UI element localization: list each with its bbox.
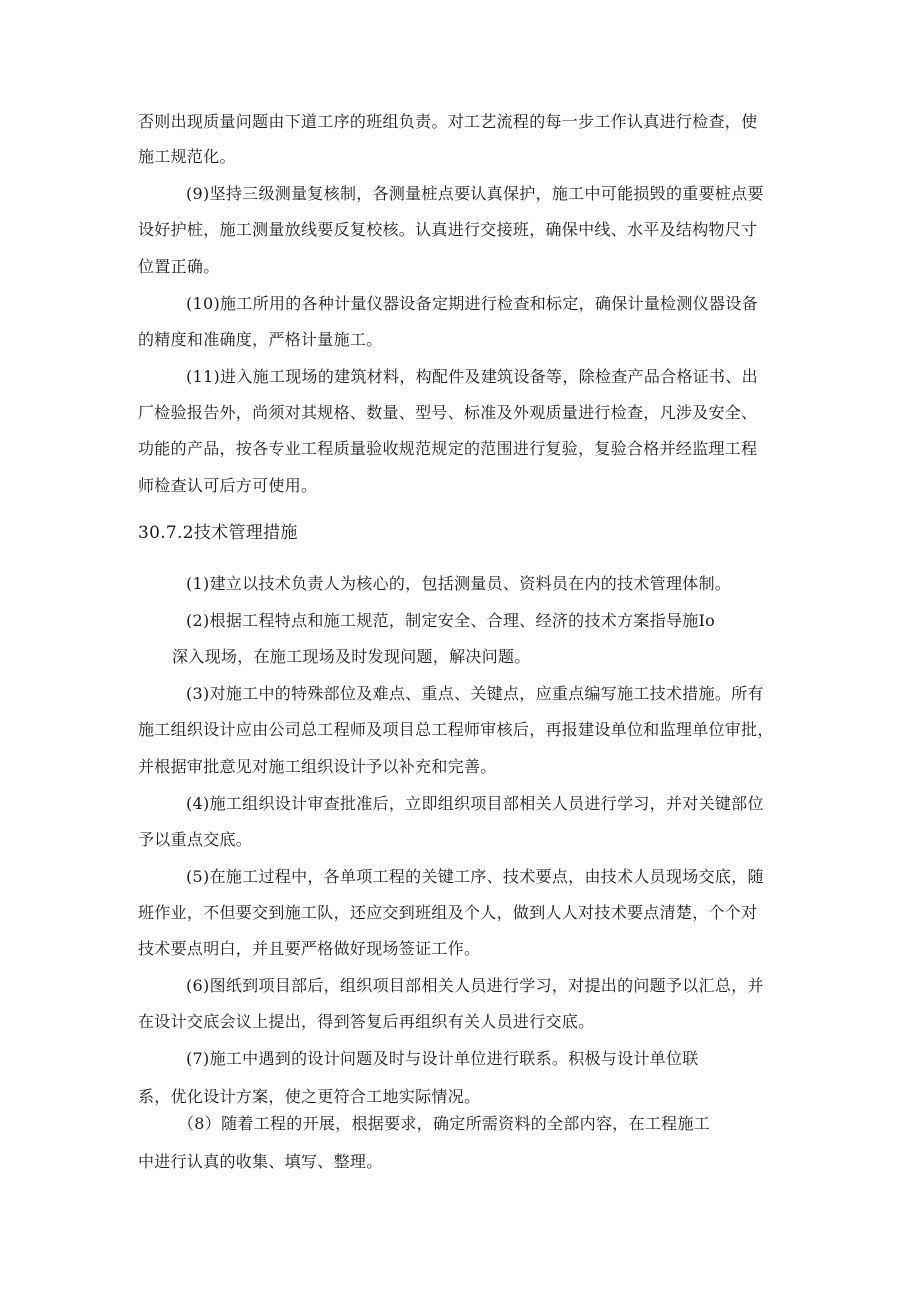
intro-line-2: 施工规范化。 bbox=[138, 147, 236, 166]
tech-item-8-line-2: 中进行认真的收集、填写、整理。 bbox=[138, 1152, 383, 1171]
item-9-line-2: 设好护桩，施工测量放线要反复校核。认真进行交接班，确保中线、水平及结构物尺寸 bbox=[138, 220, 758, 239]
section-heading: 30.7.2技术管理措施 bbox=[138, 523, 298, 543]
tech-item-3-line-2: 施工组织设计应由公司总工程师及项目总工程师审核后，再报建设单位和监理单位审批， bbox=[138, 720, 774, 739]
tech-item-8-line-1: （8）随着工程的开展，根据要求，确定所需资料的全部内容，在工程施工 bbox=[178, 1114, 711, 1133]
tech-item-7-line-2: 系，优化设计方案，使之更符合工地实际情况。 bbox=[138, 1087, 481, 1106]
tech-item-6-line-2: 在设计交底会议上提出，得到答复后再组织有关人员进行交底。 bbox=[138, 1012, 595, 1031]
tech-item-7-line-1: (7)施工中遇到的设计问题及时与设计单位进行联系。积极与设计单位联 bbox=[186, 1049, 699, 1068]
tech-item-1-line-1: (1)建立以技术负责人为核心的，包括测量员、资料员在内的技术管理体制。 bbox=[186, 574, 732, 593]
tech-item-5-line-2: 班作业，不但要交到施工队，还应交到班组及个人，做到人人对技术要点清楚，个个对 bbox=[138, 903, 758, 922]
item-10-line-1: (10)施工所用的各种计量仪器设备定期进行检查和标定，确保计量检测仪器设备 bbox=[186, 294, 758, 313]
tech-item-3-line-3: 并根据审批意见对施工组织设计予以补充和完善。 bbox=[138, 757, 497, 776]
tech-item-2-line-1: (2)根据工程特点和施工规范，制定安全、合理、经济的技术方案指导施Io bbox=[186, 611, 716, 630]
item-9-line-3: 位置正确。 bbox=[138, 257, 220, 276]
item-11-line-3: 功能的产品，按各专业工程质量验收规范规定的范围进行复验，复验合格并经监理工程 bbox=[138, 439, 758, 458]
item-9-line-1: (9)坚持三级测量复核制，各测量桩点要认真保护，施工中可能损毁的重要桩点要 bbox=[186, 184, 764, 203]
item-11-line-1: (11)进入施工现场的建筑材料，构配件及建筑设备等，除检查产品合格证书、出 bbox=[186, 367, 758, 386]
tech-item-3-line-1: (3)对施工中的特殊部位及难点、重点、关键点，应重点编写施工技术措施。所有 bbox=[186, 684, 764, 703]
item-10-line-2: 的精度和准确度，严格计量施工。 bbox=[138, 330, 383, 349]
tech-item-4-line-2: 予以重点交底。 bbox=[138, 830, 253, 849]
item-11-line-4: 师检查认可后方可使用。 bbox=[138, 476, 318, 495]
tech-item-6-line-1: (6)图纸到项目部后，组织项目部相关人员进行学习，对提出的问题予以汇总，并 bbox=[186, 976, 764, 995]
tech-item-5-line-1: (5)在施工过程中，各单项工程的关键工序、技术要点，由技术人员现场交底，随 bbox=[186, 867, 764, 886]
tech-item-2-line-2: 深入现场，在施工现场及时发现问题，解决问题。 bbox=[172, 647, 531, 666]
intro-line-1: 否则出现质量问题由下道工序的班组负责。对工艺流程的每一步工作认真进行检查，使 bbox=[138, 112, 758, 131]
tech-item-5-line-3: 技术要点明白，并且要严格做好现场签证工作。 bbox=[138, 939, 481, 958]
item-11-line-2: 厂检验报告外，尚须对其规格、数量、型号、标准及外观质量进行检查，凡涉及安全、 bbox=[138, 403, 758, 422]
tech-item-4-line-1: (4)施工组织设计审查批准后，立即组织项目部相关人员进行学习，并对关键部位 bbox=[186, 794, 764, 813]
